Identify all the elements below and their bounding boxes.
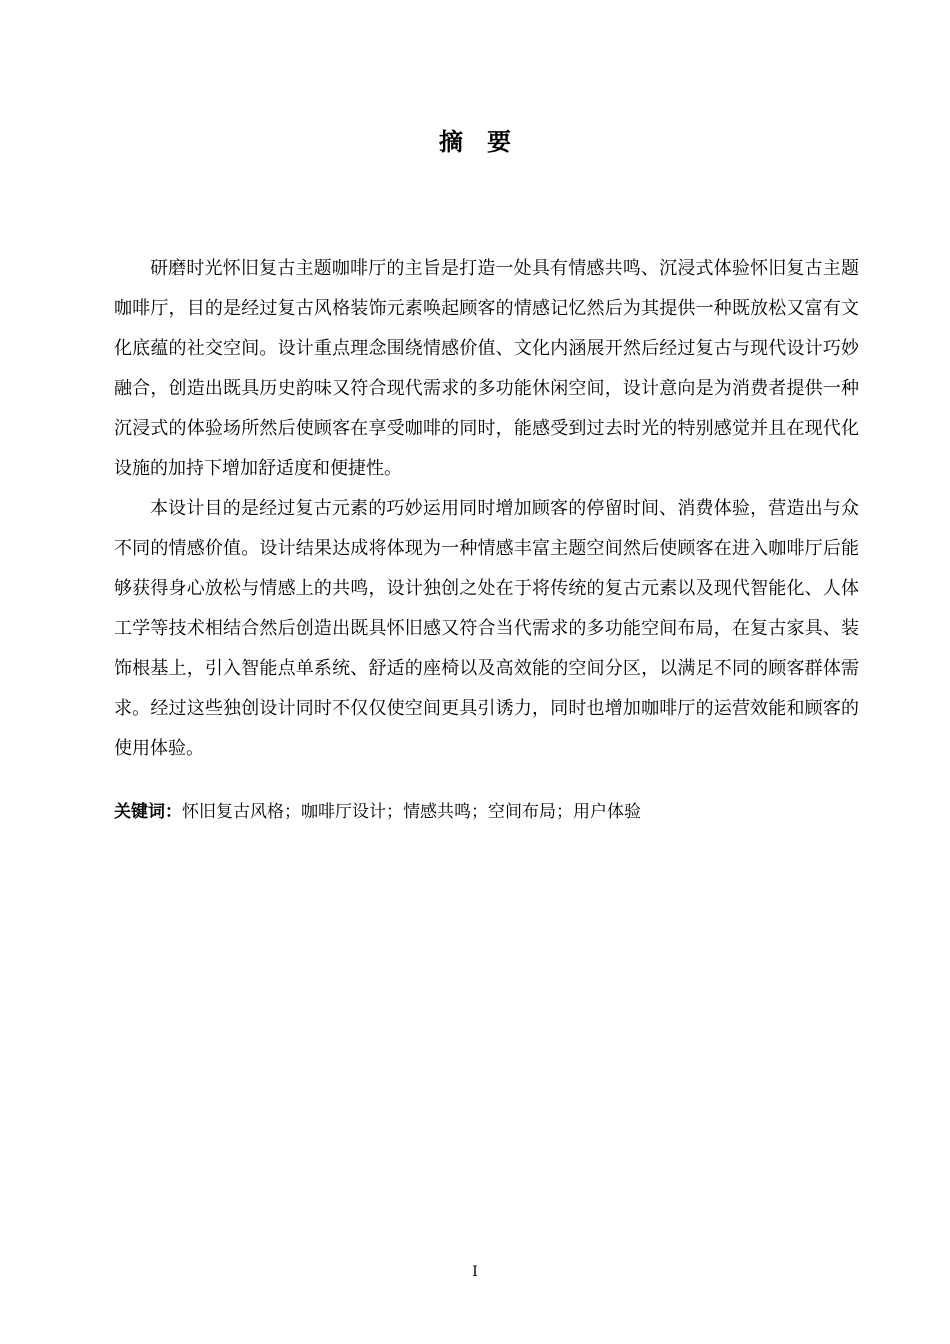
page-title: 摘要 [439, 127, 535, 156]
abstract-body [114, 249, 859, 769]
keywords-line [114, 797, 859, 827]
abstract-paragraph-1: 研磨时光怀旧复古主题咖啡厅的主旨是打造一处具有情感共鸣、沉浸式体验怀旧复古主题咖啡厅，目的是经过复古风格装饰元素唤起顾客的情感记忆然后为其提供一种既放松又富有文化底蕴的社交空间。设计重点理念围绕情感价值、文化内涵展开然后经过复古与现代设计巧妙融合，创造出既具历史韵味又符合现代需求的多功能休闲空间，设计意向是为消费者提供一种沉浸式的体验场所然后使顾客在享受咖啡的同时，能感受到过去时光的特别感觉并且在现代化设施的加持下增加舒适度和便捷性。 [114, 258, 859, 479]
page-number: I [472, 1264, 478, 1280]
abstract-paragraph-2: 本设计目的是经过复古元素的巧妙运用同时增加顾客的停留时间、消费体验，营造出与众不同的情感价值。设计结果达成将体现为一种情感丰富主题空间然后使顾客在进入咖啡厅后能够获得身心放松与情感上的共鸣，设计独创之处在于将传统的复古元素以及现代智能化、人体工学等技术相结合然后创造出既具怀旧感又符合当代需求的多功能空间布局，在复古家具、装饰根基上，引入智能点单系统、舒适的座椅以及高效能的空间分区，以满足不同的顾客群体需求。经过这些独创设计同时不仅仅使空间更具引诱力，同时也增加咖啡厅的运营效能和顾客的使用体验。 [114, 498, 859, 759]
keywords-value: 怀旧复古风格；咖啡厅设计；情感共鸣；空间布局；用户体验 [182, 802, 641, 822]
keywords-label: 关键词： [114, 802, 182, 822]
